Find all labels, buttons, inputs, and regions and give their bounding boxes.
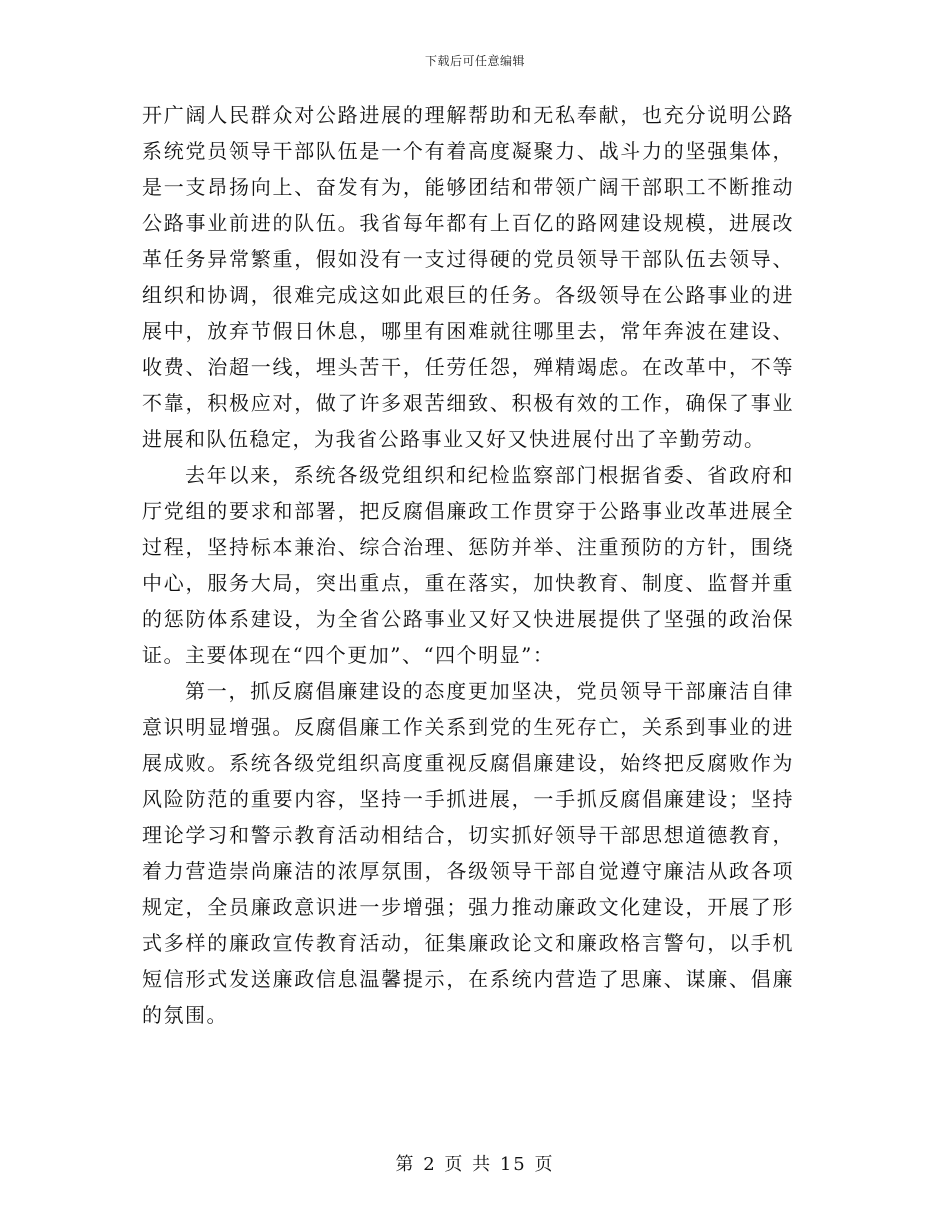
page-number-label: 第 2 页 共 15 页	[395, 1154, 555, 1175]
paragraph-3: 第一，抓反腐倡廉建设的态度更加坚决，党员领导干部廉洁自律意识明显增强。反腐倡廉工作关系到党的生死存亡，关系到事业的进展成败。系统各级党组织高度重视反腐倡廉建设，始终把反腐败作为风险防范的重要内容，坚持一手抓进展，一手抓反腐倡廉建设；坚持理论学习和警示教育活动相结合，切实抓好领导干部思想道德教育，着力营造崇尚廉洁的浓厚氛围，各级领导干部自觉遵守廉洁从政各项规定，全员廉政意识进一步增强；强力推动廉政文化建设，开展了形式多样的廉政宣传教育活动，征集廉政论文和廉政格言警句，以手机短信形式发送廉政信息温馨提示，在系统内营造了思廉、谋廉、倡廉的氛围。	[142, 679, 794, 1027]
header-note: 下载后可任意编辑	[424, 54, 525, 68]
page-footer	[0, 1154, 950, 1176]
body-text	[142, 97, 794, 1033]
paragraph-2: 去年以来，系统各级党组织和纪检监察部门根据省委、省政府和厅党组的要求和部署，把反腐倡廉政工作贯穿于公路事业改革进展全过程，坚持标本兼治、综合治理、惩防并举、注重预防的方针，围绕中心，服务大局，突出重点，重在落实，加快教育、制度、监督并重的惩防体系建设，为全省公路事业又好又快进展提供了坚强的政治保证。主要体现在“四个更加”、“四个明显”：	[142, 463, 794, 667]
paragraph-1: 开广阔人民群众对公路进展的理解帮助和无私奉献，也充分说明公路系统党员领导干部队伍是一个有着高度凝聚力、战斗力的坚强集体，是一支昂扬向上、奋发有为，能够团结和带领广阔干部职工不断推动公路事业前进的队伍。我省每年都有上百亿的路网建设规模，进展改革任务异常繁重，假如没有一支过得硬的党员领导干部队伍去领导、组织和协调，很难完成这如此艰巨的任务。各级领导在公路事业的进展中，放弃节假日休息，哪里有困难就往哪里去，常年奔波在建设、收费、治超一线，埋头苦干，任劳任怨，殚精竭虑。在改革中，不等不靠，积极应对，做了许多艰苦细致、积极有效的工作，确保了事业进展和队伍稳定，为我省公路事业又好又快进展付出了辛勤劳动。	[142, 103, 794, 451]
